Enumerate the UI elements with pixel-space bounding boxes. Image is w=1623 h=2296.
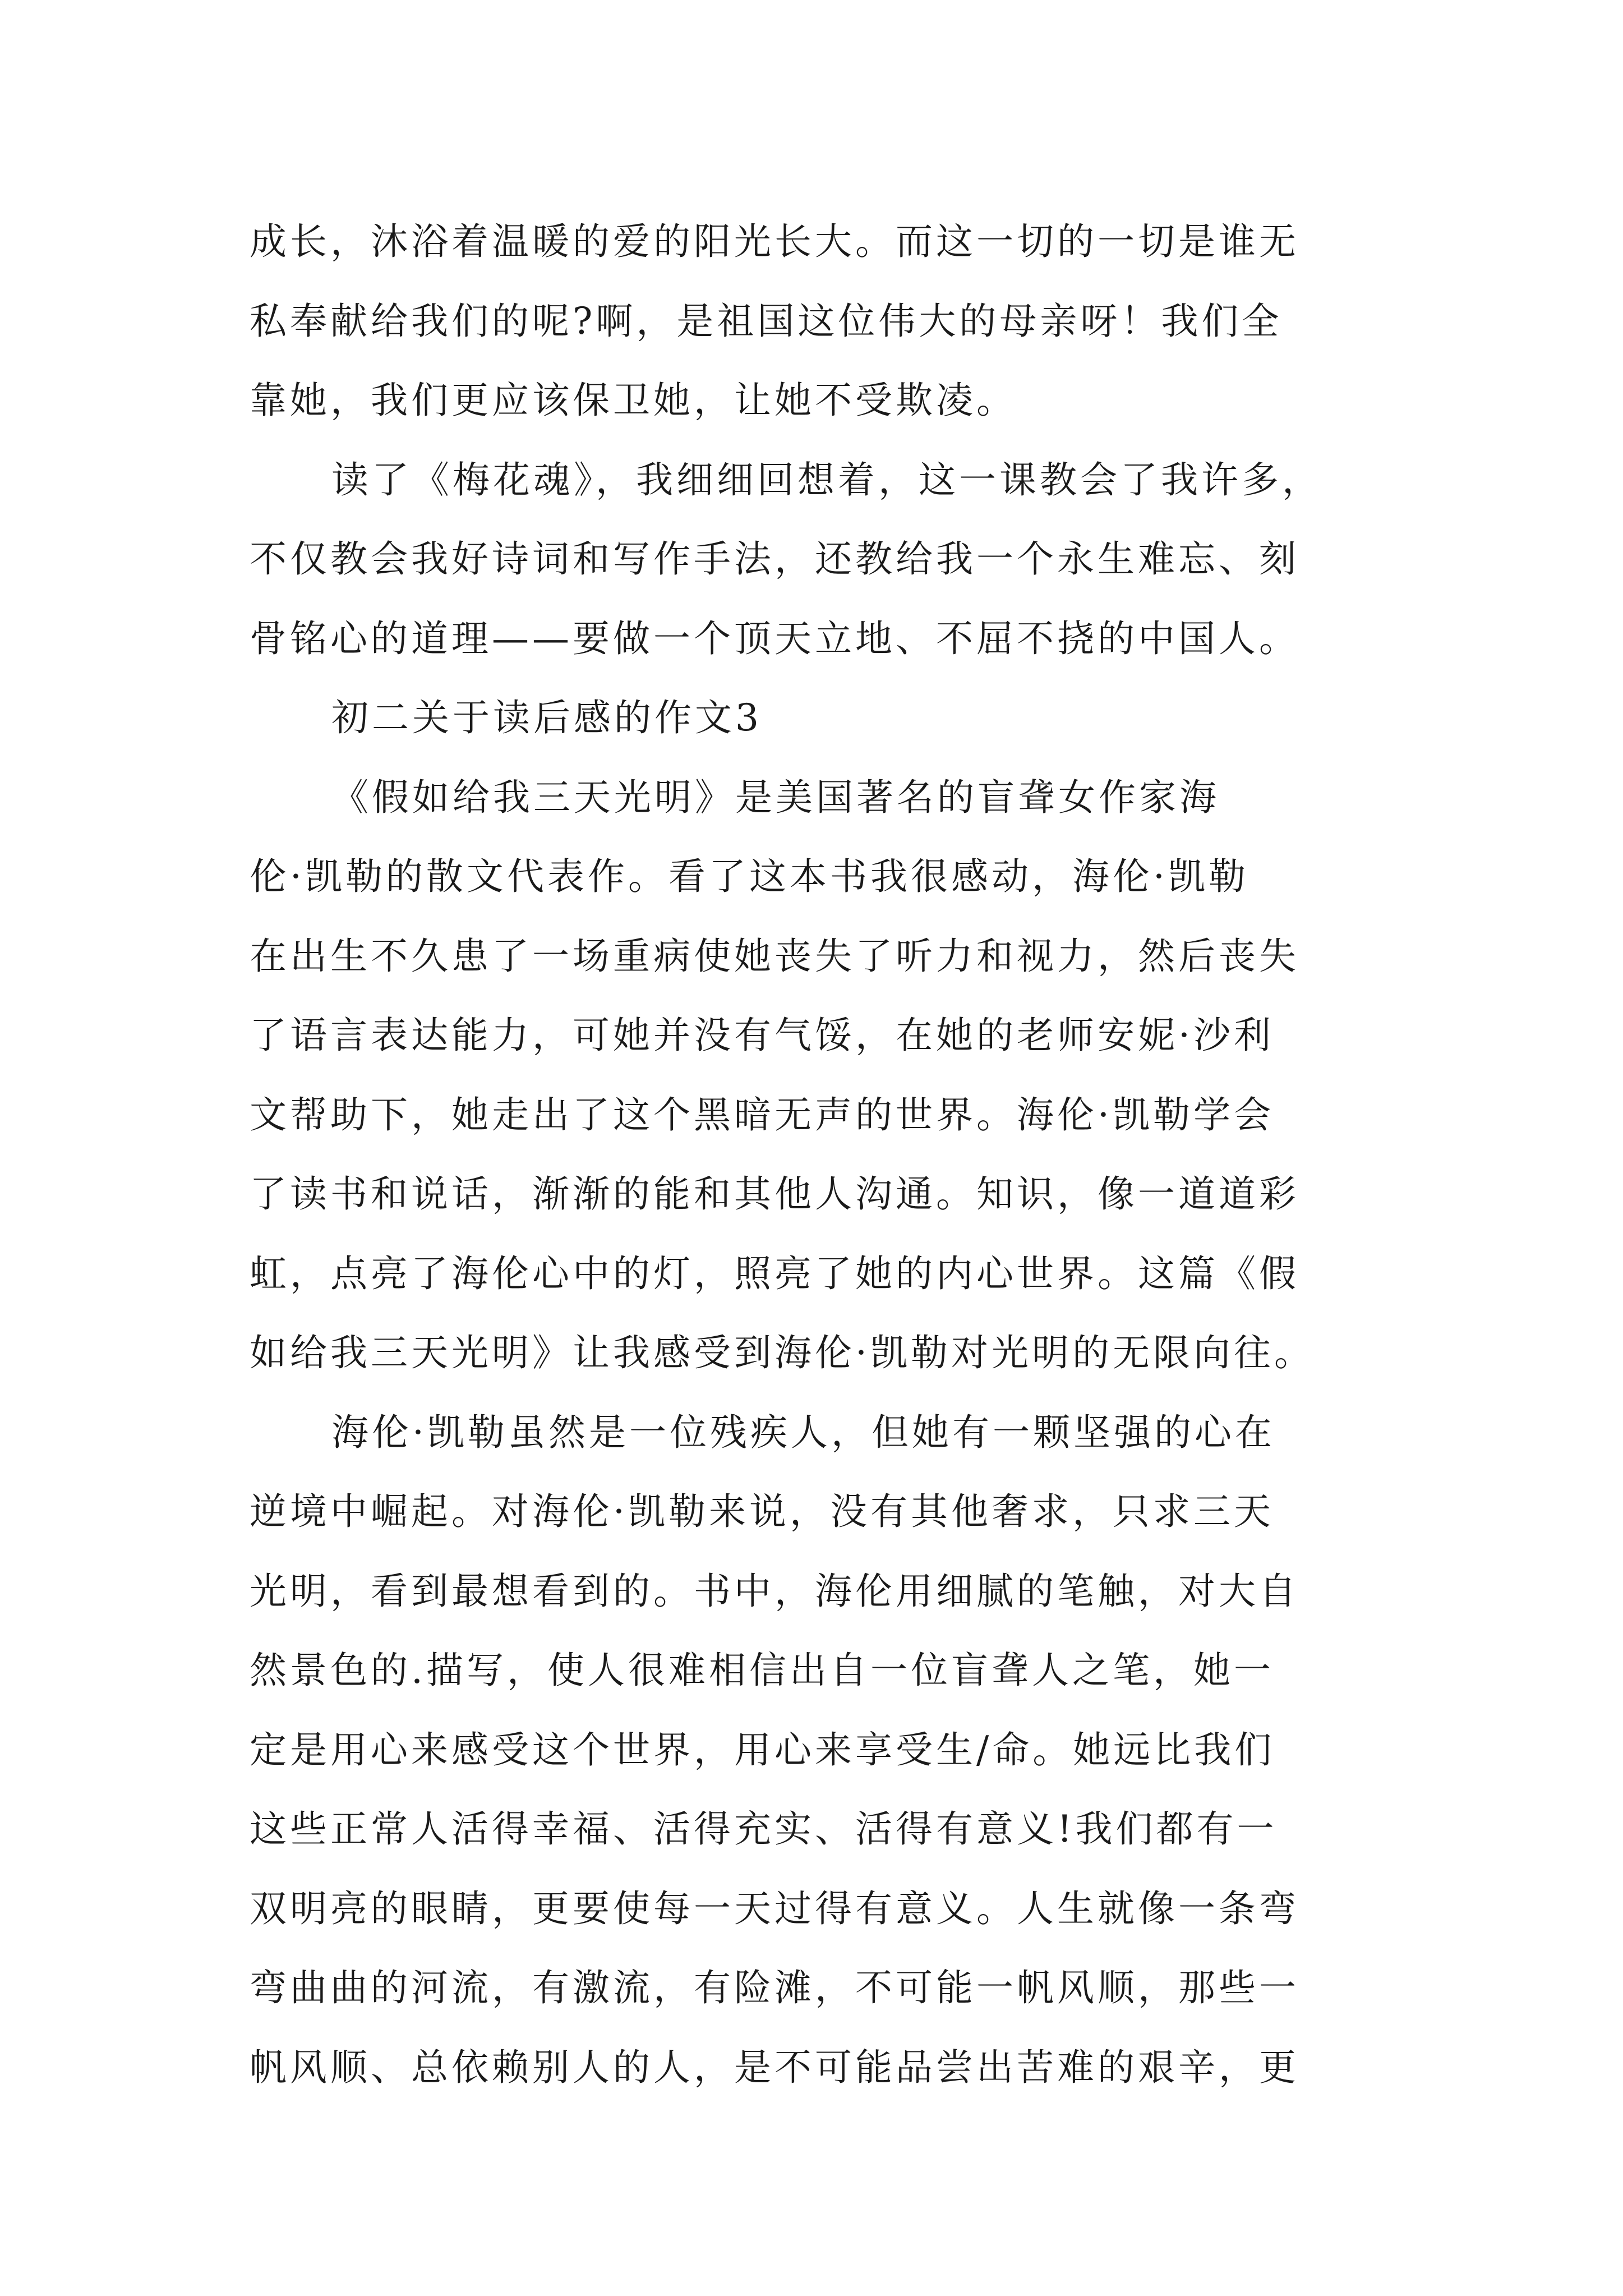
text-line: 在出生不久患了一场重病使她丧失了听力和视力，然后丧失 [250,934,1299,978]
text-line: 逆境中崛起。对海伦·凯勒来说，没有其他奢求，只求三天 [250,1490,1274,1533]
text-line: 不仅教会我好诗词和写作手法，还教给我一个永生难忘、刻 [250,537,1299,581]
text-line: 这些正常人活得幸福、活得充实、活得有意义!我们都有一 [250,1807,1278,1851]
paragraph-start-line: 《假如给我三天光明》是美国著名的盲聋女作家海 [331,775,1220,819]
text-line: 靠她，我们更应该保卫她，让她不受欺凌。 [250,379,1017,422]
paragraph-start-line: 海伦·凯勒虽然是一位残疾人，但她有一颗坚强的心在 [331,1410,1275,1454]
text-line: 然景色的.描写，使人很难相信出自一位盲聋人之笔，她一 [250,1649,1274,1692]
text-line: 双明亮的眼睛，更要使每一天过得有意义。人生就像一条弯 [250,1887,1299,1930]
text-line: 弯曲曲的河流，有激流，有险滩，不可能一帆风顺，那些一 [250,1966,1299,2009]
text-line: 光明，看到最想看到的。书中，海伦用细腻的笔触，对大自 [250,1569,1299,1613]
text-line: 了语言表达能力，可她并没有气馁，在她的老师安妮·沙利 [250,1014,1274,1057]
text-line: 成长，沐浴着温暖的爱的阳光长大。而这一切的一切是谁无 [250,220,1299,263]
text-line: 文帮助下，她走出了这个黑暗无声的世界。海伦·凯勒学会 [250,1093,1274,1137]
section-heading: 初二关于读后感的作文3 [331,696,762,739]
text-line: 私奉献给我们的呢?啊，是祖国这位伟大的母亲呀！我们全 [250,299,1283,343]
text-line: 伦·凯勒的散文代表作。看了这本书我很感动，海伦·凯勒 [250,855,1249,898]
text-line: 如给我三天光明》让我感受到海伦·凯勒对光明的无限向往。 [250,1331,1315,1374]
text-line: 虹，点亮了海伦心中的灯，照亮了她的内心世界。这篇《假 [250,1251,1299,1295]
paragraph-start-line: 读了《梅花魂》，我细细回想着，这一课教会了我许多， [331,458,1322,501]
document-body [250,202,1382,2107]
text-line: 了读书和说话，渐渐的能和其他人沟通。知识，像一道道彩 [250,1172,1299,1216]
text-line: 帆风顺、总依赖别人的人，是不可能品尝出苦难的艰辛，更 [250,2045,1299,2089]
text-line: 定是用心来感受这个世界，用心来享受生/命。她远比我们 [250,1728,1275,1772]
text-line: 骨铭心的道理——要做一个顶天立地、不屈不挠的中国人。 [250,616,1299,660]
